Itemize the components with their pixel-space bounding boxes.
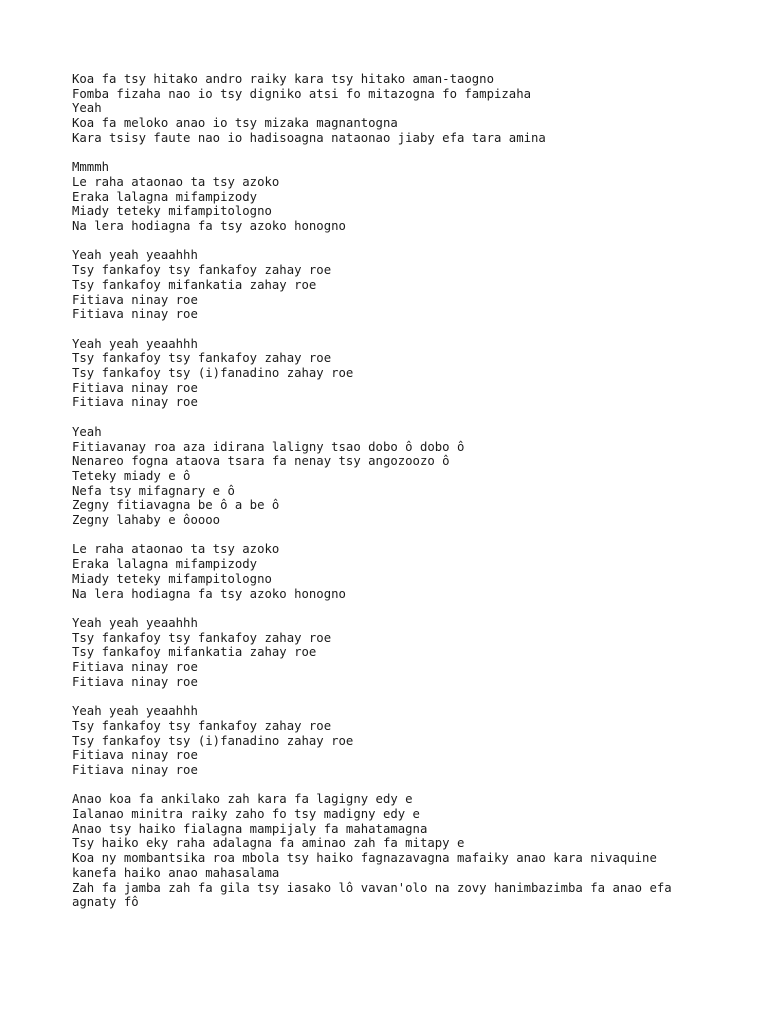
lyrics-line: Yeah yeah yeaahhh	[72, 615, 198, 630]
lyrics-line: Yeah	[72, 424, 102, 439]
lyrics-line: Eraka lalagna mifampizody	[72, 557, 258, 572]
lyrics-line: Tsy fankafoy tsy (i)fanadino zahay roe	[72, 733, 354, 748]
lyrics-line: Kara tsisy faute nao io hadisoagna nataonao jiaby efa tara amina	[72, 130, 546, 145]
lyrics-line: Zah fa jamba zah fa gila tsy iasako lô vavan'olo na zovy hanimbazimba fa anao efa	[72, 880, 672, 895]
lyrics-line: Le raha ataonao ta tsy azoko	[72, 542, 280, 557]
lyrics-line: Fitiava ninay roe	[72, 395, 198, 410]
lyrics-line: Fomba fizaha nao io tsy digniko atsi fo mitazogna fo fampizaha	[72, 86, 532, 101]
lyrics-line: Fitiava ninay roe	[72, 660, 198, 675]
lyrics-line: Fitiava ninay roe	[72, 292, 198, 307]
lyrics-line: Tsy fankafoy tsy fankafoy zahay roe	[72, 351, 332, 366]
lyrics-line: Tsy fankafoy mifankatia zahay roe	[72, 277, 317, 292]
lyrics-line: Tsy fankafoy tsy fankafoy zahay roe	[72, 263, 332, 278]
lyrics-line: kanefa haiko anao mahasalama	[72, 865, 280, 880]
lyrics-stanza	[72, 72, 712, 146]
lyrics-line: Fitiavanay roa aza idirana laligny tsao dobo ô dobo ô	[72, 439, 465, 454]
lyrics-line: Tsy fankafoy mifankatia zahay roe	[72, 645, 317, 660]
lyrics-line: Yeah yeah yeaahhh	[72, 248, 198, 263]
lyrics-line: Yeah yeah yeaahhh	[72, 704, 198, 719]
lyrics-line: Anao koa fa ankilako zah kara fa lagigny edy e	[72, 792, 413, 807]
lyrics-line: Le raha ataonao ta tsy azoko	[72, 174, 280, 189]
lyrics-line: Nenareo fogna ataova tsara fa nenay tsy angozoozo ô	[72, 454, 450, 469]
lyrics-line: Nefa tsy mifagnary e ô	[72, 483, 235, 498]
lyrics-stanza	[72, 337, 712, 411]
lyrics-stanza	[72, 616, 712, 690]
lyrics-line: Tsy fankafoy tsy (i)fanadino zahay roe	[72, 366, 354, 381]
lyrics-line: Ialanao minitra raiky zaho fo tsy madigny edy e	[72, 807, 420, 822]
lyrics-line: Tsy haiko eky raha adalagna fa aminao zah fa mitapy e	[72, 836, 465, 851]
lyrics-line: agnaty fô	[72, 895, 139, 910]
lyrics-line: Anao tsy haiko fialagna mampijaly fa mahatamagna	[72, 821, 428, 836]
lyrics-line: Mmmmh	[72, 160, 110, 175]
lyrics-line: Teteky miady e ô	[72, 468, 191, 483]
lyrics-line: Miady teteky mifampitologno	[72, 571, 272, 586]
lyrics-line: Fitiava ninay roe	[72, 307, 198, 322]
lyrics-stanza	[72, 160, 712, 234]
lyrics-line: Koa fa meloko anao io tsy mizaka magnantogna	[72, 116, 398, 131]
lyrics-stanza	[72, 542, 712, 601]
lyrics-line: Fitiava ninay roe	[72, 380, 198, 395]
lyrics-stanza	[72, 704, 712, 778]
lyrics-stanza	[72, 792, 712, 910]
lyrics-stanza	[72, 248, 712, 322]
lyrics-line: Yeah	[72, 101, 102, 116]
lyrics-line: Tsy fankafoy tsy fankafoy zahay roe	[72, 630, 332, 645]
lyrics-line: Zegny fitiavagna be ô a be ô	[72, 498, 280, 513]
lyrics-line: Zegny lahaby e ôoooo	[72, 513, 221, 528]
lyrics-line: Yeah yeah yeaahhh	[72, 336, 198, 351]
lyrics-line: Koa ny mombantsika roa mbola tsy haiko fagnazavagna mafaiky anao kara nivaquine	[72, 851, 657, 866]
lyrics-line: Tsy fankafoy tsy fankafoy zahay roe	[72, 718, 332, 733]
lyrics-body	[72, 72, 712, 925]
lyrics-line: Fitiava ninay roe	[72, 748, 198, 763]
lyrics-line: Na lera hodiagna fa tsy azoko honogno	[72, 586, 346, 601]
lyrics-line: Eraka lalagna mifampizody	[72, 189, 258, 204]
lyrics-line: Miady teteky mifampitologno	[72, 204, 272, 219]
lyrics-line: Koa fa tsy hitako andro raiky kara tsy hitako aman-taogno	[72, 72, 494, 86]
lyrics-line: Fitiava ninay roe	[72, 762, 198, 777]
lyrics-line: Fitiava ninay roe	[72, 674, 198, 689]
lyrics-stanza	[72, 425, 712, 528]
lyrics-line: Na lera hodiagna fa tsy azoko honogno	[72, 219, 346, 234]
